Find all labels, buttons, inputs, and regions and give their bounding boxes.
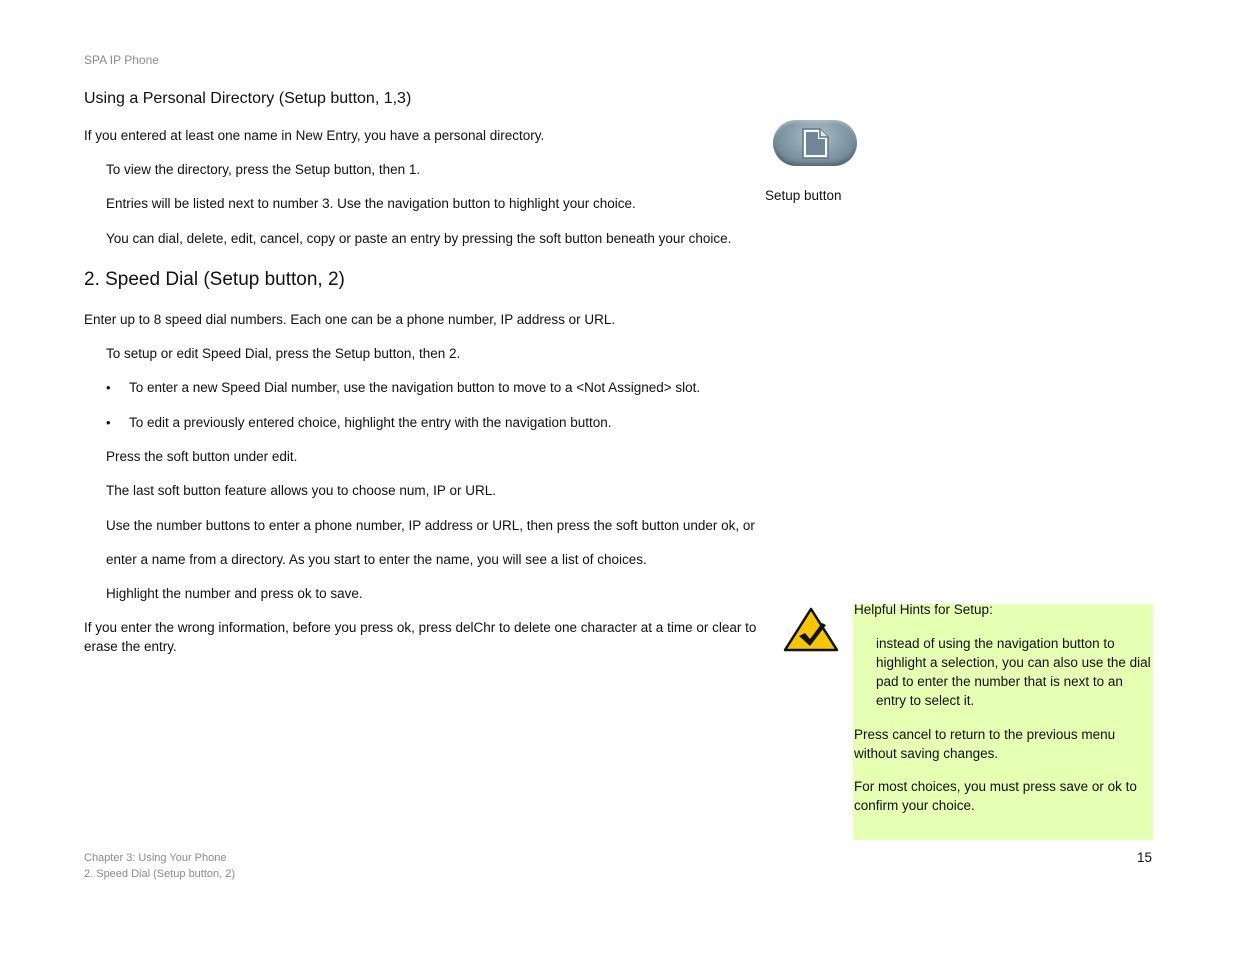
hints-tip-save: For most choices, you must press save or ok to confirm your choice. xyxy=(854,779,1137,813)
bullet-marker: • xyxy=(106,380,111,395)
speed-dial-closing: If you enter the wrong information, before you press ok, press delChr to delete one character at a time or clear to erase the entry. xyxy=(84,620,757,654)
personal-directory-step-2: Entries will be listed next to number 3. Use the navigation button to highlight your choice. xyxy=(106,196,636,211)
footer-chapter: Chapter 3: Using Your Phone xyxy=(84,852,227,864)
setup-button-image xyxy=(773,120,857,166)
speed-dial-intro: Enter up to 8 speed dial numbers. Each one can be a phone number, IP address or URL. xyxy=(84,312,616,327)
speed-dial-step-name: enter a name from a directory. As you start to enter the name, you will see a list of choices. xyxy=(106,552,647,567)
document-icon xyxy=(773,120,857,166)
section-title-personal-directory: Using a Personal Directory (Setup button, 1,3) xyxy=(84,90,412,107)
speed-dial-step-feature: The last soft button feature allows you to choose num, IP or URL. xyxy=(106,483,496,498)
speed-dial-step-1: To setup or edit Speed Dial, press the Setup button, then 2. xyxy=(106,346,461,361)
setup-button-caption: Setup button xyxy=(765,188,842,203)
personal-directory-intro: If you entered at least one name in New Entry, you have a personal directory. xyxy=(84,128,545,143)
speed-dial-step-edit: Press the soft button under edit. xyxy=(106,449,298,464)
speed-dial-bullet-2: To edit a previously entered choice, highlight the entry with the navigation button. xyxy=(129,415,612,430)
footer-section: 2. Speed Dial (Setup button, 2) xyxy=(84,868,236,880)
speed-dial-bullet-1: To enter a new Speed Dial number, use the navigation button to move to a <Not Assigned> slot. xyxy=(129,380,701,395)
hints-title: Helpful Hints for Setup: xyxy=(854,602,993,617)
running-header: SPA IP Phone xyxy=(84,53,159,67)
bullet-marker: • xyxy=(106,415,111,430)
hints-tip-cancel: Press cancel to return to the previous menu without saving changes. xyxy=(854,727,1116,761)
speed-dial-step-save: Highlight the number and press ok to save. xyxy=(106,586,363,601)
checkmark-warning-icon xyxy=(783,606,839,652)
section-title-speed-dial: 2. Speed Dial (Setup button, 2) xyxy=(84,269,345,290)
personal-directory-step-3: You can dial, delete, edit, cancel, copy or paste an entry by pressing the soft button beneath your choice. xyxy=(106,231,732,246)
speed-dial-step-number: Use the number buttons to enter a phone number, IP address or URL, then press the soft button under ok, or xyxy=(106,518,755,533)
hints-indented-tip: instead of using the navigation button to highlight a selection, you can also use the dial pad to enter the number that is next to an entry to select it. xyxy=(876,636,1151,708)
page-number: 15 xyxy=(1136,850,1152,865)
personal-directory-step-1: To view the directory, press the Setup button, then 1. xyxy=(106,162,421,177)
